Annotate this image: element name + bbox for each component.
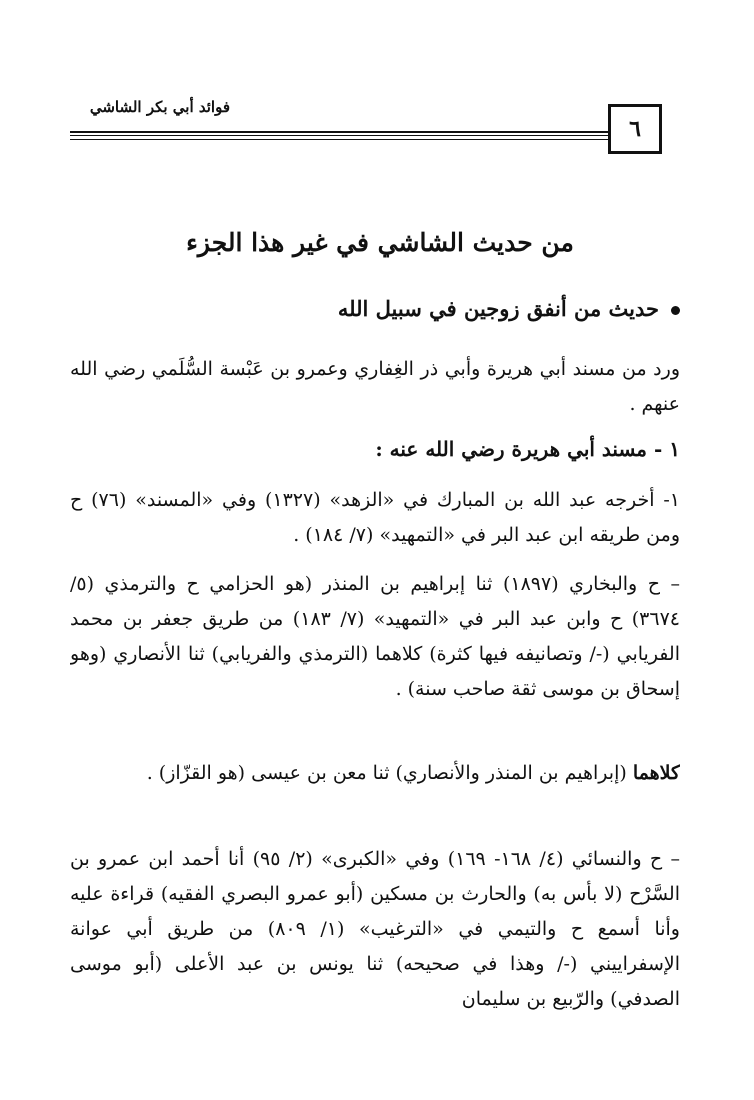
header-rule	[70, 139, 608, 140]
paragraph: – ح والبخاري (١٨٩٧) ثنا إبراهيم بن المنذر (هو الحزامي ح والترمذي (٥/ ٣٦٧٤) ح وابن عبد البر في «التمهيد» (٧/ ١٨٣) من طريق جعفر بن محمد الفريابي (-/ وتصانيفه فيها كثرة) كلاهما (الترمذي والفريابي) ثنا الأنصاري (وهو إسحاق بن موسى ثقة صاحب سنة) .	[70, 573, 680, 700]
running-title: فوائد أبي بكر الشاشي	[89, 98, 230, 116]
bullet-heading-text: حديث من أنفق زوجين في سبيل الله	[337, 296, 659, 321]
paragraph: ١- أخرجه عبد الله بن المبارك في «الزهد» (١٣٢٧) وفي «المسند» (٧٦) ح ومن طريقه ابن عبد البر في «التمهيد» (٧/ ١٨٤) .	[70, 489, 680, 546]
bullet-heading	[70, 296, 680, 321]
paragraph: – ح والنسائي (٤/ ١٦٨- ١٦٩) وفي «الكبرى» (٢/ ٩٥) أنا أحمد ابن عمرو بن السَّرْح (لا بأس به) والحارث بن مسكين (أبو عمرو البصري الفقيه) قراءة عليه وأنا أسمع ح والتيمي في «الترغيب» (١/ ٨٠٩) من طريق أبي عوانة الإسفراييني (-/ وهذا في صحيحه) ثنا يونس بن عبد الأعلى (أبو موسى الصدفي) والرّبيع بن سليمان	[70, 848, 680, 1010]
header-rule	[70, 135, 608, 136]
paragraph-lead-word: كلاهما	[632, 762, 680, 784]
paragraph	[70, 756, 680, 828]
paragraph-rest: (إبراهيم بن المنذر والأنصاري) ثنا معن بن عيسى (هو القزّاز) .	[146, 762, 633, 784]
header-rule	[70, 131, 608, 133]
bullet-icon	[671, 306, 680, 315]
section-heading: من حديث الشاشي في غير هذا الجزء	[186, 228, 574, 257]
page-number: ٦	[608, 104, 662, 154]
sub-heading: ١ - مسند أبي هريرة رضي الله عنه :	[375, 437, 680, 461]
intro-paragraph: ورد من مسند أبي هريرة وأبي ذر الغِفاري وعمرو بن عَبْسة السُّلَمي رضي الله عنهم .	[70, 358, 680, 415]
